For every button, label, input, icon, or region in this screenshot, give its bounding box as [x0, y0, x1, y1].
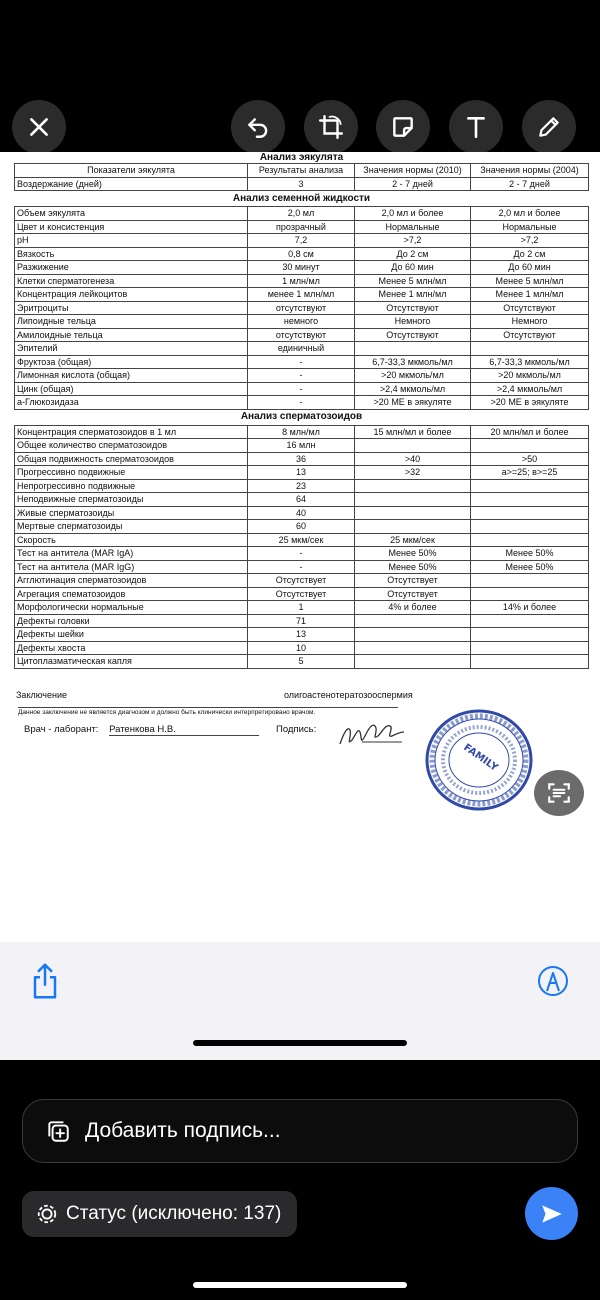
column-header: Значения нормы (2010)	[355, 164, 471, 178]
home-indicator	[193, 1040, 407, 1046]
parameter-name: Концентрация сперматозоидов в 1 мл	[15, 425, 248, 439]
table-row	[15, 574, 589, 588]
reference-value: 20 млн/мл и более	[471, 425, 589, 439]
reference-value	[355, 628, 471, 642]
live-text-button[interactable]	[534, 770, 584, 816]
table-row	[15, 533, 589, 547]
status-label: Статус (исключено: 137)	[66, 1203, 282, 1224]
signature-label: Подпись:	[276, 724, 317, 735]
reference-value: 2 - 7 дней	[471, 177, 589, 191]
reference-value: >40	[355, 452, 471, 466]
table-row	[15, 220, 589, 234]
reference-value: Отсутствуют	[355, 301, 471, 315]
reference-value	[471, 614, 589, 628]
parameter-name: a-Глюкозидаза	[15, 396, 248, 410]
result-value: 3	[248, 177, 355, 191]
section-title: Анализ сперматозоидов	[240, 411, 363, 422]
reference-value: Менее 5 млн/мл	[471, 274, 589, 288]
reference-value: Менее 50%	[355, 547, 471, 561]
column-header: Результаты анализа	[248, 164, 355, 178]
table-row	[15, 560, 589, 574]
reference-value	[355, 439, 471, 453]
result-value: 2,0 мл	[248, 207, 355, 221]
table-row	[15, 547, 589, 561]
reference-value	[355, 493, 471, 507]
clinic-stamp	[424, 708, 534, 812]
crop-button[interactable]	[304, 100, 358, 154]
result-value: единичный	[248, 342, 355, 356]
reference-value: 4% и более	[355, 601, 471, 615]
draw-button[interactable]	[522, 100, 576, 154]
pencil-icon	[536, 114, 562, 140]
reference-value: 2,0 мл и более	[471, 207, 589, 221]
reference-value: Менее 1 млн/мл	[471, 288, 589, 302]
table-row	[15, 342, 589, 356]
column-header: Показатели эякулята	[15, 164, 248, 178]
lab-results-table	[14, 152, 589, 669]
table-row	[15, 328, 589, 342]
table-row	[15, 466, 589, 480]
result-value: 64	[248, 493, 355, 507]
close-icon	[26, 114, 52, 140]
result-value: 0,8 см	[248, 247, 355, 261]
stamp-text: FAMILY	[461, 742, 500, 774]
table-row	[15, 301, 589, 315]
reference-value: >32	[355, 466, 471, 480]
result-value: -	[248, 560, 355, 574]
section-title: Анализ семенной жидкости	[232, 192, 371, 204]
reference-value: Немного	[355, 315, 471, 329]
sticker-icon	[390, 114, 416, 140]
share-icon[interactable]	[30, 962, 60, 1000]
parameter-name: Вязкость	[15, 247, 248, 261]
parameter-name: Клетки сперматогенеза	[15, 274, 248, 288]
reference-value: Немного	[471, 315, 589, 329]
result-value: 60	[248, 520, 355, 534]
table-row	[15, 601, 589, 615]
result-value: 1	[248, 601, 355, 615]
reference-value: >20 МЕ в эякуляте	[355, 396, 471, 410]
column-header: Значения нормы (2004)	[471, 164, 589, 178]
result-value: 10	[248, 641, 355, 655]
reference-value	[471, 533, 589, 547]
parameter-name: Концентрация лейкоцитов	[15, 288, 248, 302]
document-title: Анализ эякулята	[259, 152, 344, 163]
result-value: 13	[248, 466, 355, 480]
reference-value: 6,7-33,3 мкмоль/мл	[471, 355, 589, 369]
parameter-name: Тест на антитела (MAR IgA)	[15, 547, 248, 561]
reference-value: Менее 1 млн/мл	[355, 288, 471, 302]
reference-value: До 60 мин	[471, 261, 589, 275]
undo-button[interactable]	[231, 100, 285, 154]
home-indicator	[193, 1282, 407, 1288]
parameter-name: Общая подвижность сперматозоидов	[15, 452, 248, 466]
reference-value: 2,0 мл и более	[355, 207, 471, 221]
parameter-name: Фруктоза (общая)	[15, 355, 248, 369]
disclaimer-text: Данное заключение не является диагнозом и должно быть клинически интерпретировано врачом.	[18, 707, 398, 716]
result-value: 7,2	[248, 234, 355, 248]
reference-value	[471, 641, 589, 655]
reference-value: >20 мкмоль/мл	[471, 369, 589, 383]
parameter-name: Мертвые сперматозоиды	[15, 520, 248, 534]
table-row	[15, 177, 589, 191]
parameter-name: Агрегация спематозоидов	[15, 587, 248, 601]
reference-value: >50	[471, 452, 589, 466]
result-value: -	[248, 547, 355, 561]
table-row	[15, 520, 589, 534]
parameter-name: Дефекты шейки	[15, 628, 248, 642]
doctor-label: Врач - лаборант:	[24, 724, 99, 735]
result-value: 5	[248, 655, 355, 669]
reference-value: Отсутствует	[355, 574, 471, 588]
sticker-button[interactable]	[376, 100, 430, 154]
parameter-name: Тест на антитела (MAR IgG)	[15, 560, 248, 574]
parameter-name: Прогрессивно подвижные	[15, 466, 248, 480]
table-row	[15, 439, 589, 453]
reference-value	[471, 479, 589, 493]
table-row	[15, 234, 589, 248]
undo-icon	[245, 114, 271, 140]
table-row	[15, 274, 589, 288]
result-value: -	[248, 382, 355, 396]
table-row	[15, 396, 589, 410]
reference-value	[471, 628, 589, 642]
parameter-name: Дефекты хвоста	[15, 641, 248, 655]
text-icon	[463, 114, 489, 140]
parameter-name: Цинк (общая)	[15, 382, 248, 396]
parameter-name: pH	[15, 234, 248, 248]
parameter-name: Эпителий	[15, 342, 248, 356]
reference-value: 2 - 7 дней	[355, 177, 471, 191]
doctor-line	[24, 724, 259, 736]
status-audience-button[interactable]	[22, 1191, 297, 1237]
table-row	[15, 315, 589, 329]
result-value: 30 минут	[248, 261, 355, 275]
table-row	[15, 452, 589, 466]
reference-value: Отсутствуют	[471, 328, 589, 342]
conclusion	[16, 690, 576, 700]
result-value: 1 млн/мл	[248, 274, 355, 288]
reference-value	[355, 641, 471, 655]
parameter-name: Эритроциты	[15, 301, 248, 315]
result-value: немного	[248, 315, 355, 329]
reference-value: Менее 50%	[471, 547, 589, 561]
table-row	[15, 587, 589, 601]
parameter-name: Общее количество сперматозоидов	[15, 439, 248, 453]
reference-value: >7,2	[471, 234, 589, 248]
parameter-name: Липоидные тельца	[15, 315, 248, 329]
reference-value	[355, 655, 471, 669]
reference-value: Менее 50%	[355, 560, 471, 574]
reference-value: Отсутствуют	[355, 328, 471, 342]
table-row	[15, 369, 589, 383]
parameter-name: Разжижение	[15, 261, 248, 275]
parameter-name: Агглютинация сперматозоидов	[15, 574, 248, 588]
reference-value: Отсутствует	[355, 587, 471, 601]
table-row	[15, 261, 589, 275]
result-value: прозрачный	[248, 220, 355, 234]
parameter-name: Неподвижные сперматозоиды	[15, 493, 248, 507]
caption-placeholder: Добавить подпись...	[85, 1119, 281, 1142]
reference-value	[355, 614, 471, 628]
status-icon	[36, 1203, 58, 1225]
parameter-name: Скорость	[15, 533, 248, 547]
reference-value	[471, 520, 589, 534]
doctor-name: Ратенкова Н.В.	[109, 724, 259, 736]
reference-value: 14% и более	[471, 601, 589, 615]
reference-value: >20 мкмоль/мл	[355, 369, 471, 383]
crop-rotate-icon	[318, 114, 344, 140]
reference-value: a>=25; в>=25	[471, 466, 589, 480]
result-value: Отсутствует	[248, 574, 355, 588]
result-value: 23	[248, 479, 355, 493]
reference-value: До 2 см	[471, 247, 589, 261]
reference-value	[471, 493, 589, 507]
send-button[interactable]	[525, 1187, 578, 1240]
reference-value	[471, 574, 589, 588]
result-value: 13	[248, 628, 355, 642]
table-row	[15, 493, 589, 507]
reference-value: 15 млн/мл и более	[355, 425, 471, 439]
result-value: -	[248, 396, 355, 410]
reference-value: 6,7-33,3 мкмоль/мл	[355, 355, 471, 369]
result-value: 71	[248, 614, 355, 628]
reference-value: Менее 5 млн/мл	[355, 274, 471, 288]
result-value: менее 1 млн/мл	[248, 288, 355, 302]
table-row	[15, 425, 589, 439]
result-value: 16 млн	[248, 439, 355, 453]
text-button[interactable]	[449, 100, 503, 154]
reference-value	[355, 479, 471, 493]
reference-value: Нормальные	[471, 220, 589, 234]
reference-value: >20 МЕ в эякуляте	[471, 396, 589, 410]
result-value: 40	[248, 506, 355, 520]
reference-value: >7,2	[355, 234, 471, 248]
add-media-icon	[45, 1118, 71, 1144]
close-button[interactable]	[12, 100, 66, 154]
markup-toolbar	[0, 942, 600, 1060]
table-row	[15, 355, 589, 369]
reference-value	[471, 439, 589, 453]
reference-value	[355, 342, 471, 356]
reference-value: >2,4 мкмоль/мл	[355, 382, 471, 396]
reference-value: 25 мкм/сек	[355, 533, 471, 547]
table-row	[15, 479, 589, 493]
result-value: Отсутствует	[248, 587, 355, 601]
text-scan-icon	[546, 780, 572, 806]
parameter-name: Воздержание (дней)	[15, 177, 248, 191]
reference-value: Менее 50%	[471, 560, 589, 574]
table-row	[15, 628, 589, 642]
parameter-name: Лимонная кислота (общая)	[15, 369, 248, 383]
result-value: отсутствуют	[248, 328, 355, 342]
parameter-name: Дефекты головки	[15, 614, 248, 628]
table-row	[15, 382, 589, 396]
reference-value	[355, 520, 471, 534]
table-row	[15, 207, 589, 221]
table-row	[15, 288, 589, 302]
conclusion-label: Заключение	[16, 690, 67, 700]
result-value: -	[248, 369, 355, 383]
reference-value	[471, 342, 589, 356]
conclusion-value: олигоастенотератозооспермия	[284, 690, 413, 700]
parameter-name: Цитоплазматическая капля	[15, 655, 248, 669]
table-row	[15, 506, 589, 520]
result-value: отсутствуют	[248, 301, 355, 315]
reference-value: До 60 мин	[355, 261, 471, 275]
parameter-name: Морфологически нормальные	[15, 601, 248, 615]
table-row	[15, 655, 589, 669]
reference-value: Отсутствуют	[471, 301, 589, 315]
result-value: 36	[248, 452, 355, 466]
table-row	[15, 247, 589, 261]
markup-pen-icon[interactable]	[537, 965, 569, 997]
parameter-name: Цвет и консистенция	[15, 220, 248, 234]
signature-scribble	[336, 718, 406, 750]
parameter-name: Непрогрессивно подвижные	[15, 479, 248, 493]
reference-value	[471, 506, 589, 520]
document-image	[0, 152, 600, 942]
result-value: 8 млн/мл	[248, 425, 355, 439]
reference-value: Нормальные	[355, 220, 471, 234]
table-row	[15, 614, 589, 628]
reference-value: >2,4 мкмоль/мл	[471, 382, 589, 396]
result-value: 25 мкм/сек	[248, 533, 355, 547]
parameter-name: Амилоидные тельца	[15, 328, 248, 342]
result-value: -	[248, 355, 355, 369]
parameter-name: Объем эякулята	[15, 207, 248, 221]
reference-value	[471, 587, 589, 601]
parameter-name: Живые сперматозоиды	[15, 506, 248, 520]
reference-value	[471, 655, 589, 669]
caption-input[interactable]	[22, 1099, 578, 1163]
send-icon	[539, 1201, 565, 1227]
reference-value: До 2 см	[355, 247, 471, 261]
table-row	[15, 641, 589, 655]
reference-value	[355, 506, 471, 520]
